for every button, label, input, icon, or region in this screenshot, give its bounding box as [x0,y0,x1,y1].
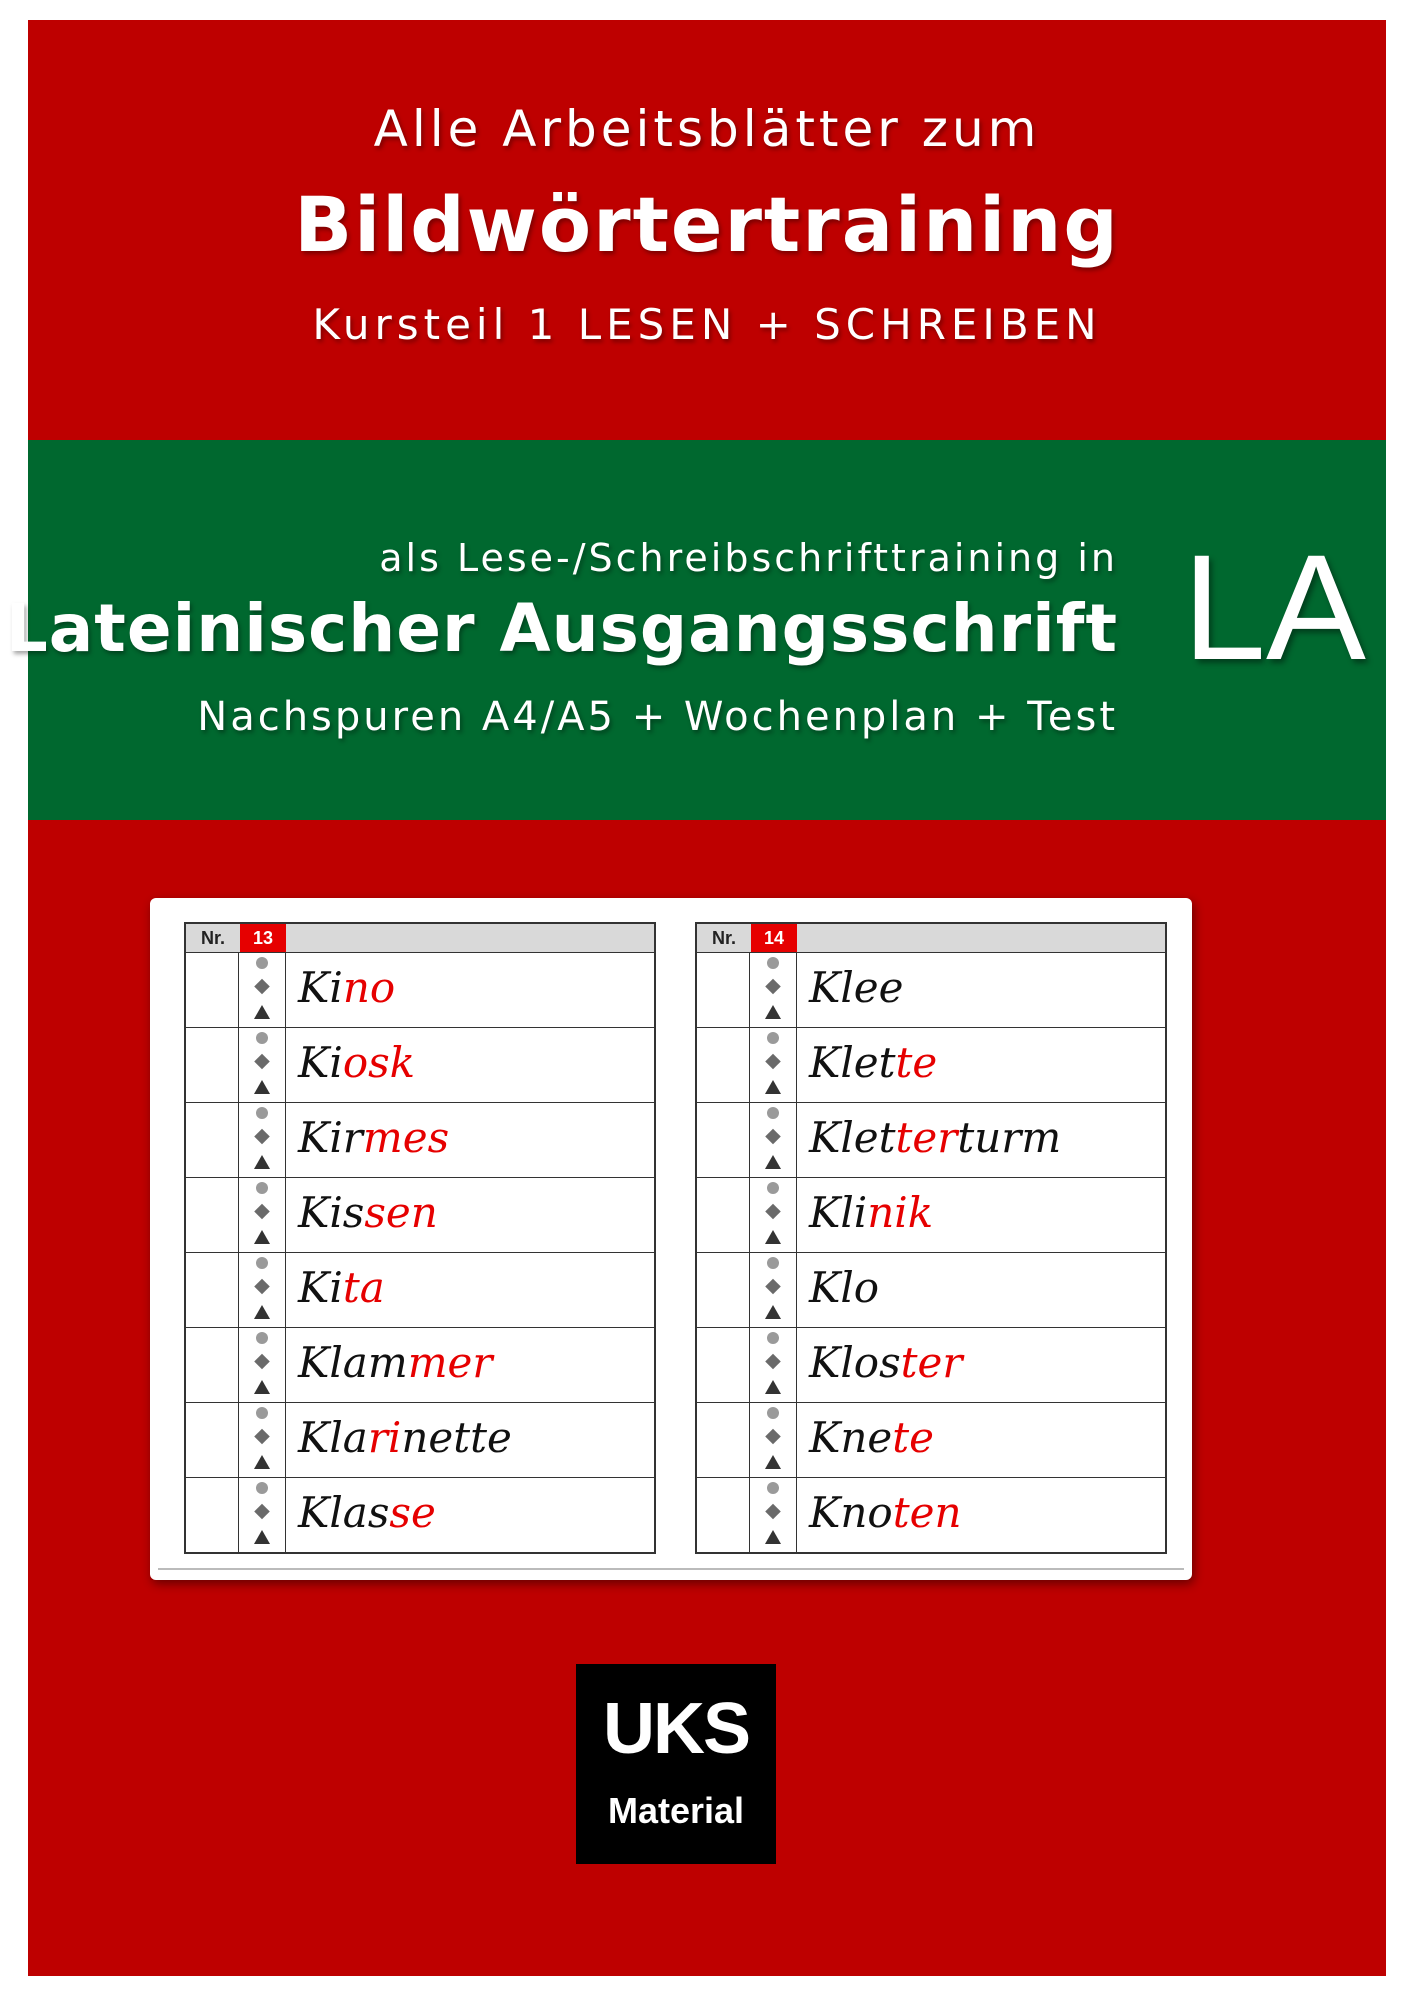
practice-word [298,1263,385,1312]
blank-cell [186,1403,239,1477]
symbol-cell [750,1403,797,1477]
practice-word [809,1263,879,1312]
word-part-black: Kis [298,1188,365,1237]
triangle-icon [254,1530,270,1544]
intro-line: Alle Arbeitsblätter zum [373,100,1041,158]
blank-cell [697,1328,750,1402]
table-row [697,953,1165,1027]
table-row [697,1402,1165,1477]
blank-cell [186,1103,239,1177]
table-row [697,1102,1165,1177]
word-part-black: Kla [298,1413,368,1462]
uks-logo [576,1664,776,1864]
symbol-cell [750,1478,797,1552]
word-cell [286,953,654,1027]
word-part-black: Klos [809,1338,901,1387]
word-part-red: ter [895,1113,958,1162]
table-row [697,1027,1165,1102]
la-badge: LA [1182,523,1366,691]
table-row [697,1477,1165,1552]
practice-word [809,1113,1061,1162]
sheet-number: 14 [751,924,797,952]
triangle-icon [254,1155,270,1169]
word-rows [697,953,1165,1552]
table-row [186,1102,654,1177]
circle-icon [256,1332,268,1344]
band-details: Nachspuren A4/A5 + Wochenplan + Test [197,694,1118,740]
table-row [186,1027,654,1102]
symbol-cell [239,1178,286,1252]
word-part-red: se [389,1488,436,1537]
word-cell [797,1253,1165,1327]
diamond-icon [765,979,781,995]
circle-icon [767,1107,779,1119]
practice-word [809,1038,937,1087]
table-row [186,953,654,1027]
symbol-cell [239,1478,286,1552]
circle-icon [256,1482,268,1494]
word-part-black: Klas [298,1488,390,1537]
practice-word [298,1488,436,1537]
blank-cell [697,953,750,1027]
circle-icon [767,1332,779,1344]
word-cell [286,1253,654,1327]
symbol-cell [239,1103,286,1177]
diamond-icon [765,1279,781,1295]
symbol-cell [750,1178,797,1252]
word-part-red: ri [367,1413,402,1462]
word-part-black: Ki [298,1038,343,1087]
circle-icon [767,1257,779,1269]
word-part-black: Klee [809,963,904,1012]
symbol-cell [750,953,797,1027]
word-part-red: mer [407,1338,493,1387]
word-rows [186,953,654,1552]
band-intro: als Lese-/Schreibschrifttraining in [379,536,1118,580]
word-part-black: nette [401,1413,512,1462]
table-row [697,1252,1165,1327]
circle-icon [767,1182,779,1194]
blank-cell [697,1028,750,1102]
word-part-black: Klo [809,1263,880,1312]
word-part-red: mes [362,1113,450,1162]
word-table-right [695,922,1167,1554]
blank-cell [697,1178,750,1252]
circle-icon [256,1182,268,1194]
diamond-icon [254,1054,270,1070]
diamond-icon [254,1204,270,1220]
circle-icon [256,1032,268,1044]
word-table-left [184,922,656,1554]
circle-icon [256,1407,268,1419]
practice-word [809,1338,962,1387]
word-part-black: turm [957,1113,1062,1162]
practice-word [298,963,395,1012]
word-cell [286,1028,654,1102]
word-part-black: Klet [809,1113,896,1162]
diamond-icon [254,979,270,995]
blank-cell [186,1328,239,1402]
blank-cell [186,1478,239,1552]
table-row [186,1402,654,1477]
diamond-icon [254,1429,270,1445]
triangle-icon [254,1305,270,1319]
word-part-black: Kne [809,1413,893,1462]
word-part-red: ter [900,1338,963,1387]
green-band [5,440,1386,820]
diamond-icon [254,1354,270,1370]
table-row [697,1177,1165,1252]
word-cell [797,1178,1165,1252]
diamond-icon [765,1204,781,1220]
word-cell [286,1403,654,1477]
circle-icon [256,1257,268,1269]
table-header [186,924,654,953]
table-row [186,1327,654,1402]
diamond-icon [765,1429,781,1445]
practice-word [809,1413,934,1462]
word-part-black: Klet [809,1038,896,1087]
diamond-icon [765,1054,781,1070]
triangle-icon [254,1230,270,1244]
divider [158,1568,1184,1570]
nr-label: Nr. [711,928,736,948]
triangle-icon [765,1455,781,1469]
practice-word [298,1038,415,1087]
blank-cell [697,1403,750,1477]
triangle-icon [765,1080,781,1094]
logo-text: UKS [602,1689,749,1769]
practice-word [809,963,904,1012]
word-part-red: osk [342,1038,416,1087]
triangle-icon [765,1155,781,1169]
circle-icon [767,1482,779,1494]
worksheet-preview [150,898,1192,1580]
blank-cell [697,1253,750,1327]
nr-label: Nr. [200,928,225,948]
main-title: Bildwörtertraining [294,180,1120,269]
word-cell [286,1103,654,1177]
practice-word [809,1488,962,1537]
word-part-black: Kli [809,1188,868,1237]
course-subtitle: Kursteil 1 LESEN + SCHREIBEN [312,300,1102,349]
table-header [697,924,1165,953]
symbol-cell [750,1103,797,1177]
circle-icon [767,1407,779,1419]
word-part-red: ten [892,1488,962,1537]
table-row [186,1477,654,1552]
word-cell [797,953,1165,1027]
circle-icon [256,1107,268,1119]
practice-word [298,1413,512,1462]
band-title: Lateinischer Ausgangsschrift [5,590,1118,667]
blank-cell [697,1478,750,1552]
word-cell [286,1328,654,1402]
blank-cell [697,1103,750,1177]
word-cell [797,1028,1165,1102]
word-part-red: te [895,1038,938,1087]
word-part-black: Kir [298,1113,363,1162]
word-cell [797,1328,1165,1402]
word-cell [797,1403,1165,1477]
triangle-icon [765,1230,781,1244]
triangle-icon [254,1080,270,1094]
symbol-cell [239,953,286,1027]
symbol-cell [239,1403,286,1477]
table-row [186,1177,654,1252]
logo-subtext: Material [607,1790,745,1831]
circle-icon [256,957,268,969]
diamond-icon [765,1504,781,1520]
word-cell [286,1478,654,1552]
blank-cell [186,1253,239,1327]
word-cell [797,1478,1165,1552]
practice-word [809,1188,933,1237]
circle-icon [767,1032,779,1044]
word-cell [797,1103,1165,1177]
triangle-icon [254,1380,270,1394]
triangle-icon [254,1455,270,1469]
word-part-black: Kno [809,1488,893,1537]
diamond-icon [254,1279,270,1295]
symbol-cell [239,1028,286,1102]
blank-cell [186,1028,239,1102]
symbol-cell [239,1253,286,1327]
circle-icon [767,957,779,969]
diamond-icon [254,1129,270,1145]
triangle-icon [765,1005,781,1019]
word-part-black: Klam [298,1338,408,1387]
triangle-icon [765,1305,781,1319]
word-part-red: no [342,963,396,1012]
triangle-icon [765,1530,781,1544]
word-part-red: te [892,1413,935,1462]
word-part-black: Ki [298,963,343,1012]
diamond-icon [765,1129,781,1145]
symbol-cell [750,1253,797,1327]
symbol-cell [239,1328,286,1402]
practice-word [298,1338,492,1387]
table-row [186,1252,654,1327]
word-part-black: Ki [298,1263,343,1312]
diamond-icon [254,1504,270,1520]
practice-word [298,1113,449,1162]
word-part-red: ta [342,1263,385,1312]
practice-word [298,1188,438,1237]
symbol-cell [750,1328,797,1402]
triangle-icon [254,1005,270,1019]
table-row [697,1327,1165,1402]
symbol-cell [750,1028,797,1102]
word-cell [286,1178,654,1252]
blank-cell [186,953,239,1027]
sheet-number: 13 [240,924,286,952]
word-part-red: sen [364,1188,438,1237]
word-part-red: nik [867,1188,934,1237]
blank-cell [186,1178,239,1252]
diamond-icon [765,1354,781,1370]
triangle-icon [765,1380,781,1394]
